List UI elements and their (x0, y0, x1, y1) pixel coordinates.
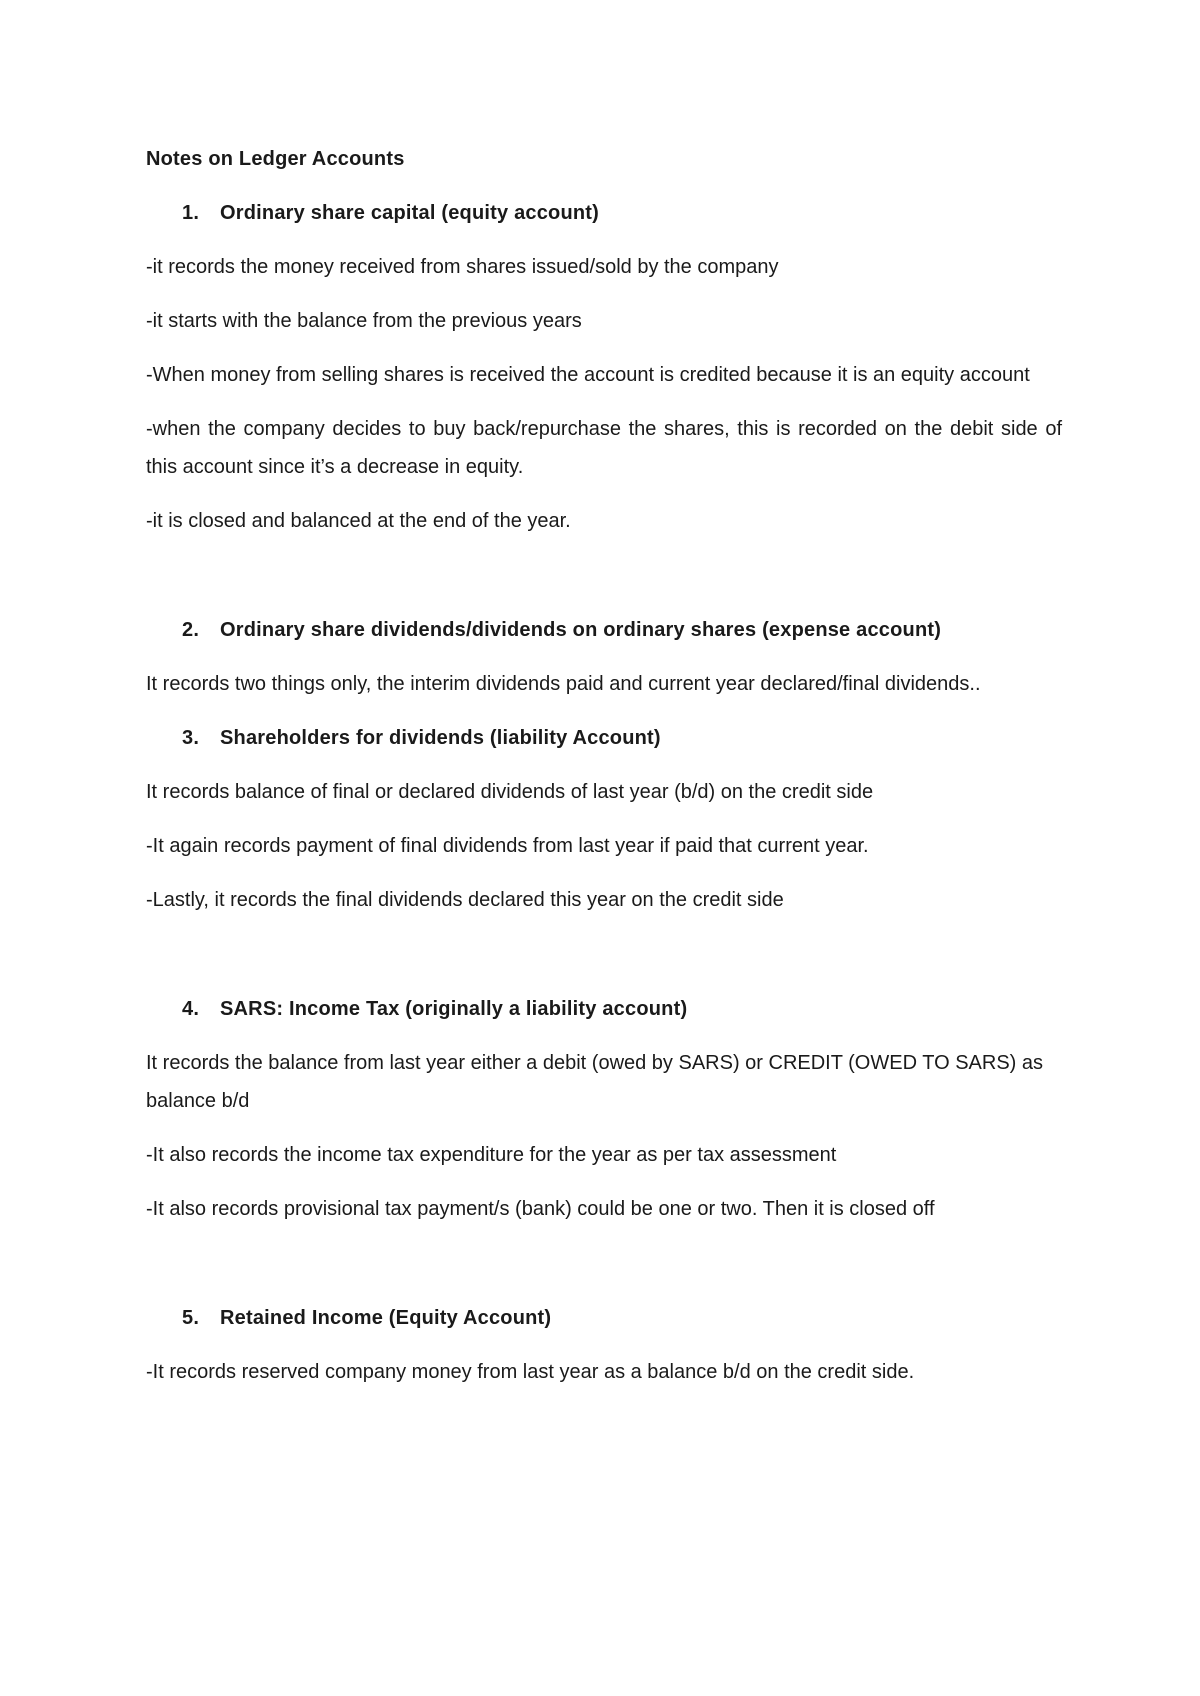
paragraph: It records two things only, the interim dividends paid and current year declared/final dividends.. (146, 673, 981, 695)
paragraph: -it records the money received from shares issued/sold by the company (146, 256, 779, 278)
section-number: 3. (182, 727, 200, 749)
section-heading (146, 611, 1062, 649)
document-body (146, 140, 1062, 1407)
document-title: Notes on Ledger Accounts (146, 148, 405, 170)
section-retained-income (146, 1299, 1062, 1391)
paragraph: -when the company decides to buy back/repurchase the shares, this is recorded on the debit side of this account since it’s a decrease in equity. (146, 418, 1062, 478)
section-number: 4. (182, 998, 200, 1020)
section-heading (146, 1299, 1062, 1337)
paragraph: -When money from selling shares is received the account is credited because it is an equity account (146, 364, 1030, 386)
section-number: 1. (182, 202, 200, 224)
section-spacer (146, 1244, 1062, 1299)
section-ordinary-share-capital (146, 194, 1062, 540)
section-ordinary-share-dividends (146, 611, 1062, 703)
section-heading (146, 719, 1062, 757)
paragraph: -It again records payment of final dividends from last year if paid that current year. (146, 835, 869, 857)
section-heading-text: Ordinary share capital (equity account) (220, 202, 600, 224)
section-heading-text: Shareholders for dividends (liability Account) (220, 727, 661, 749)
section-number: 2. (182, 619, 200, 641)
paragraph: -Lastly, it records the final dividends declared this year on the credit side (146, 889, 784, 911)
section-spacer (146, 556, 1062, 611)
section-sars-income-tax (146, 990, 1062, 1228)
paragraph: -It also records the income tax expenditure for the year as per tax assessment (146, 1144, 837, 1166)
section-shareholders-for-dividends (146, 719, 1062, 919)
paragraph: -It records reserved company money from last year as a balance b/d on the credit side. (146, 1361, 915, 1383)
section-heading-text: Ordinary share dividends/dividends on ordinary shares (expense account) (220, 619, 942, 641)
section-spacer (146, 935, 1062, 990)
paragraph: -it starts with the balance from the previous years (146, 310, 582, 332)
section-heading (146, 194, 1062, 232)
paragraph: -it is closed and balanced at the end of the year. (146, 510, 571, 532)
section-heading-text: SARS: Income Tax (originally a liability account) (220, 998, 688, 1020)
section-heading (146, 990, 1062, 1028)
paragraph: It records balance of final or declared dividends of last year (b/d) on the credit side (146, 781, 874, 803)
section-heading-text: Retained Income (Equity Account) (220, 1307, 552, 1329)
section-number: 5. (182, 1307, 200, 1329)
paragraph: -It also records provisional tax payment/s (bank) could be one or two. Then it is closed off (146, 1198, 935, 1220)
paragraph: It records the balance from last year either a debit (owed by SARS) or CREDIT (OWED TO SARS) as balance b/d (146, 1052, 1043, 1112)
